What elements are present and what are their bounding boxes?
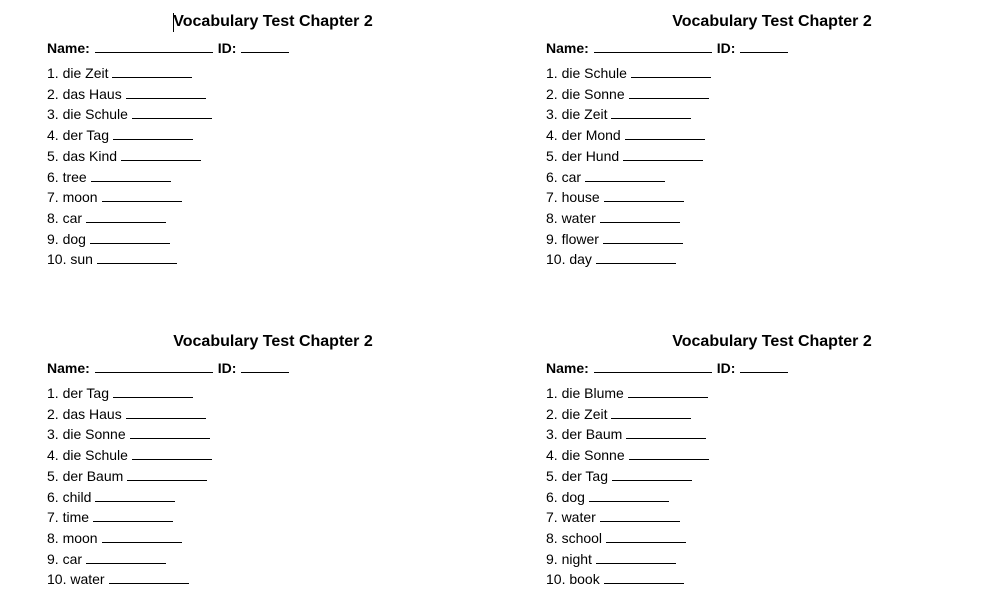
vocab-item: 1. der Tag	[47, 383, 212, 404]
vocab-item: 4. der Tag	[47, 125, 212, 146]
answer-blank	[629, 85, 709, 99]
name-id-line	[546, 39, 788, 57]
quiz-title: Vocabulary Test Chapter 2	[672, 333, 872, 350]
name-label: Name:	[546, 360, 589, 376]
vocab-item: 3. die Schule	[47, 104, 212, 125]
id-label: ID:	[716, 360, 736, 376]
vocab-item: 6. dog	[546, 487, 709, 508]
vocab-item: 7. moon	[47, 187, 212, 208]
vocab-item: 5. das Kind	[47, 146, 212, 167]
answer-blank	[600, 508, 680, 522]
answer-blank	[585, 168, 665, 182]
answer-blank	[604, 188, 684, 202]
name-blank	[95, 359, 213, 373]
name-id-line	[546, 359, 788, 377]
vocab-item: 7. time	[47, 507, 212, 528]
answer-blank	[606, 529, 686, 543]
answer-blank	[102, 529, 182, 543]
answer-blank	[629, 446, 709, 460]
vocab-item: 9. flower	[546, 229, 711, 250]
answer-blank	[628, 384, 708, 398]
answer-blank	[130, 425, 210, 439]
vocab-item: 5. der Baum	[47, 466, 212, 487]
vocab-item: 6. tree	[47, 167, 212, 188]
id-blank	[241, 39, 289, 53]
answer-blank	[102, 188, 182, 202]
answer-blank	[625, 126, 705, 140]
answer-blank	[91, 168, 171, 182]
answer-blank	[109, 570, 189, 584]
vocab-item: 6. child	[47, 487, 212, 508]
answer-blank	[611, 405, 691, 419]
vocab-item: 5. der Hund	[546, 146, 711, 167]
name-id-line	[47, 359, 289, 377]
answer-blank	[113, 126, 193, 140]
vocab-item: 2. die Sonne	[546, 84, 711, 105]
vocab-item: 4. der Mond	[546, 125, 711, 146]
answer-blank	[600, 209, 680, 223]
answer-blank	[127, 467, 207, 481]
vocab-item: 3. die Sonne	[47, 424, 212, 445]
vocab-item: 8. moon	[47, 528, 212, 549]
id-blank	[241, 359, 289, 373]
vocab-item: 8. water	[546, 208, 711, 229]
vocab-item: 8. car	[47, 208, 212, 229]
id-label: ID:	[217, 360, 237, 376]
vocab-item: 1. die Zeit	[47, 63, 212, 84]
name-blank	[594, 359, 712, 373]
answer-blank	[93, 508, 173, 522]
vocab-list	[546, 383, 709, 590]
answer-blank	[631, 64, 711, 78]
vocab-item: 4. die Sonne	[546, 445, 709, 466]
vocab-item: 2. die Zeit	[546, 404, 709, 425]
vocab-list	[47, 63, 212, 270]
vocab-item: 10. water	[47, 569, 212, 590]
quiz-title: Vocabulary Test Chapter 2	[672, 13, 872, 30]
answer-blank	[95, 488, 175, 502]
answer-blank	[596, 250, 676, 264]
answer-blank	[126, 405, 206, 419]
vocab-item: 10. book	[546, 569, 709, 590]
vocab-item: 2. das Haus	[47, 404, 212, 425]
vocab-item: 9. car	[47, 549, 212, 570]
id-blank	[740, 39, 788, 53]
answer-blank	[90, 230, 170, 244]
name-id-line	[47, 39, 289, 57]
answer-blank	[612, 467, 692, 481]
answer-blank	[132, 105, 212, 119]
vocab-item: 3. die Zeit	[546, 104, 711, 125]
answer-blank	[126, 85, 206, 99]
quiz-title: Vocabulary Test Chapter 2	[173, 333, 373, 350]
id-blank	[740, 359, 788, 373]
answer-blank	[604, 570, 684, 584]
answer-blank	[626, 425, 706, 439]
id-label: ID:	[217, 40, 237, 56]
answer-blank	[112, 64, 192, 78]
answer-blank	[611, 105, 691, 119]
vocab-item: 3. der Baum	[546, 424, 709, 445]
answer-blank	[623, 147, 703, 161]
vocab-item: 9. night	[546, 549, 709, 570]
vocab-item: 6. car	[546, 167, 711, 188]
vocab-item: 9. dog	[47, 229, 212, 250]
name-blank	[95, 39, 213, 53]
vocab-item: 10. day	[546, 249, 711, 270]
vocab-item: 8. school	[546, 528, 709, 549]
vocab-item: 10. sun	[47, 249, 212, 270]
quiz-title: Vocabulary Test Chapter 2	[173, 13, 373, 30]
name-label: Name:	[546, 40, 589, 56]
answer-blank	[113, 384, 193, 398]
answer-blank	[86, 209, 166, 223]
vocab-list	[546, 63, 711, 270]
name-label: Name:	[47, 40, 90, 56]
vocab-item: 1. die Schule	[546, 63, 711, 84]
vocab-item: 2. das Haus	[47, 84, 212, 105]
answer-blank	[121, 147, 201, 161]
vocab-item: 1. die Blume	[546, 383, 709, 404]
vocab-item: 4. die Schule	[47, 445, 212, 466]
vocab-list	[47, 383, 212, 590]
vocab-item: 5. der Tag	[546, 466, 709, 487]
vocab-item: 7. house	[546, 187, 711, 208]
answer-blank	[603, 230, 683, 244]
answer-blank	[97, 250, 177, 264]
vocab-item: 7. water	[546, 507, 709, 528]
answer-blank	[132, 446, 212, 460]
answer-blank	[596, 550, 676, 564]
answer-blank	[86, 550, 166, 564]
name-blank	[594, 39, 712, 53]
id-label: ID:	[716, 40, 736, 56]
answer-blank	[589, 488, 669, 502]
name-label: Name:	[47, 360, 90, 376]
